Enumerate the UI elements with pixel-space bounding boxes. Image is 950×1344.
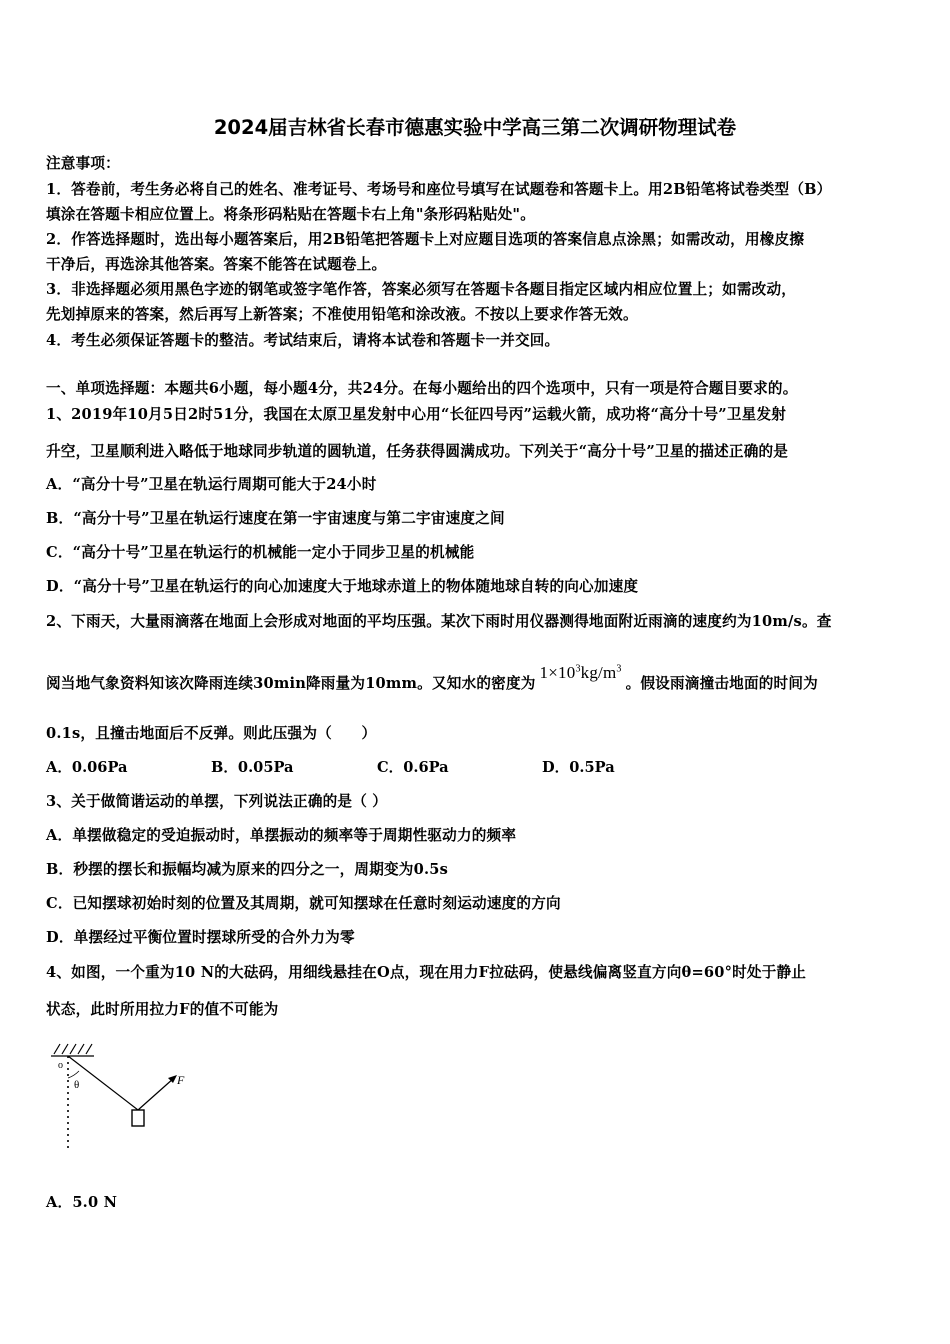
- option-a: A．0.06Pa: [46, 759, 128, 776]
- option-a: A．“高分十号”卫星在轨运行周期可能大于24小时: [46, 476, 377, 493]
- option-b: B．秒摆的摆长和振幅均减为原来的四分之一，周期变为0.5s: [46, 861, 448, 878]
- ceiling-hatch: [51, 1044, 94, 1056]
- option-b: B．“高分十号”卫星在轨运行速度在第一宇宙速度与第二宇宙速度之间: [46, 510, 505, 527]
- notice-line: 3．非选择题必须用黑色字迹的钢笔或签字笔作答，答案必须写在答题卡各题目指定区域内相应位置上；如需改动，: [46, 281, 797, 298]
- option-d: D．0.5Pa: [542, 759, 615, 776]
- option-c: C．“高分十号”卫星在轨运行的机械能一定小于同步卫星的机械能: [46, 544, 475, 561]
- label-o: o: [58, 1060, 63, 1071]
- question-stem: 状态，此时所用拉力F的值不可能为: [46, 1001, 279, 1018]
- notice-line: 填涂在答题卡相应位置上。将条形码粘贴在答题卡右上角"条形码粘贴处"。: [46, 206, 536, 223]
- notice-line: 1．答卷前，考生务必将自己的姓名、准考证号、考场号和座位号填写在试题卷和答题卡上。用2B铅笔将试卷类型（B）: [46, 181, 832, 198]
- pendulum-figure: [46, 1038, 196, 1156]
- theta-arc: [68, 1071, 79, 1078]
- notice-line: 4．考生必须保证答题卡的整洁。考试结束后，请将本试卷和答题卡一并交回。: [46, 332, 560, 349]
- option-c: C．0.6Pa: [377, 759, 449, 776]
- option-c: C．已知摆球初始时刻的位置及其周期，就可知摆球在任意时刻运动速度的方向: [46, 895, 561, 912]
- question-stem: 3、关于做简谐运动的单摆，下列说法正确的是（ ）: [46, 793, 388, 810]
- force-arrow: [138, 1078, 174, 1110]
- notice-line: 干净后，再选涂其他答案。答案不能答在试题卷上。: [46, 256, 387, 273]
- weight-block: [132, 1110, 144, 1126]
- density-formula: $1\times 10^3kg/m^3$: [539, 663, 622, 682]
- label-f: F: [177, 1073, 185, 1087]
- question-stem: 4、如图，一个重为10 N的大砝码，用细线悬挂在O点，现在用力F拉砝码，使悬线偏离竖直方向θ=60°时处于静止: [46, 964, 807, 981]
- option-a: A．5.0 N: [46, 1194, 118, 1211]
- label-theta: θ: [74, 1079, 80, 1091]
- notice-heading: 注意事项：: [46, 155, 120, 172]
- question-stem: [46, 663, 818, 693]
- stem-text: 。假设雨滴撞击地面的时间为: [625, 675, 818, 692]
- question-stem: 1、2019年10月5日2时51分，我国在太原卫星发射中心用“长征四号丙”运载火箭，成功将“高分十号”卫星发射: [46, 406, 787, 423]
- option-d: D．“高分十号”卫星在轨运行的向心加速度大于地球赤道上的物体随地球自转的向心加速度: [46, 578, 639, 595]
- option-d: D．单摆经过平衡位置时摆球所受的合外力为零: [46, 929, 355, 946]
- option-b: B．0.05Pa: [211, 759, 294, 776]
- section-heading: 一、单项选择题：本题共6小题，每小题4分，共24分。在每小题给出的四个选项中，只有一项是符合题目要求的。: [46, 380, 798, 397]
- option-a: A．单摆做稳定的受迫振动时，单摆振动的频率等于周期性驱动力的频率: [46, 827, 517, 844]
- question-stem: 2、下雨天，大量雨滴落在地面上会形成对地面的平均压强。某次下雨时用仪器测得地面附近雨滴的速度约为10m/s。查: [46, 613, 832, 630]
- stem-text: 阅当地气象资料知该次降雨连续30min降雨量为10mm。又知水的密度为: [46, 675, 536, 692]
- notice-line: 2．作答选择题时，选出每小题答案后，用2B铅笔把答题卡上对应题目选项的答案信息点涂黑；如需改动，用橡皮擦: [46, 231, 805, 248]
- notice-line: 先划掉原来的答案，然后再写上新答案；不准使用铅笔和涂改液。不按以上要求作答无效。: [46, 306, 638, 323]
- question-stem: 0.1s，且撞击地面后不反弹。则此压强为（ ）: [46, 725, 377, 742]
- question-stem: 升空，卫星顺利进入略低于地球同步轨道的圆轨道，任务获得圆满成功。下列关于“高分十号”卫星的描述正确的是: [46, 443, 789, 460]
- page-title: 2024届吉林省长春市德惠实验中学高三第二次调研物理试卷: [213, 116, 737, 139]
